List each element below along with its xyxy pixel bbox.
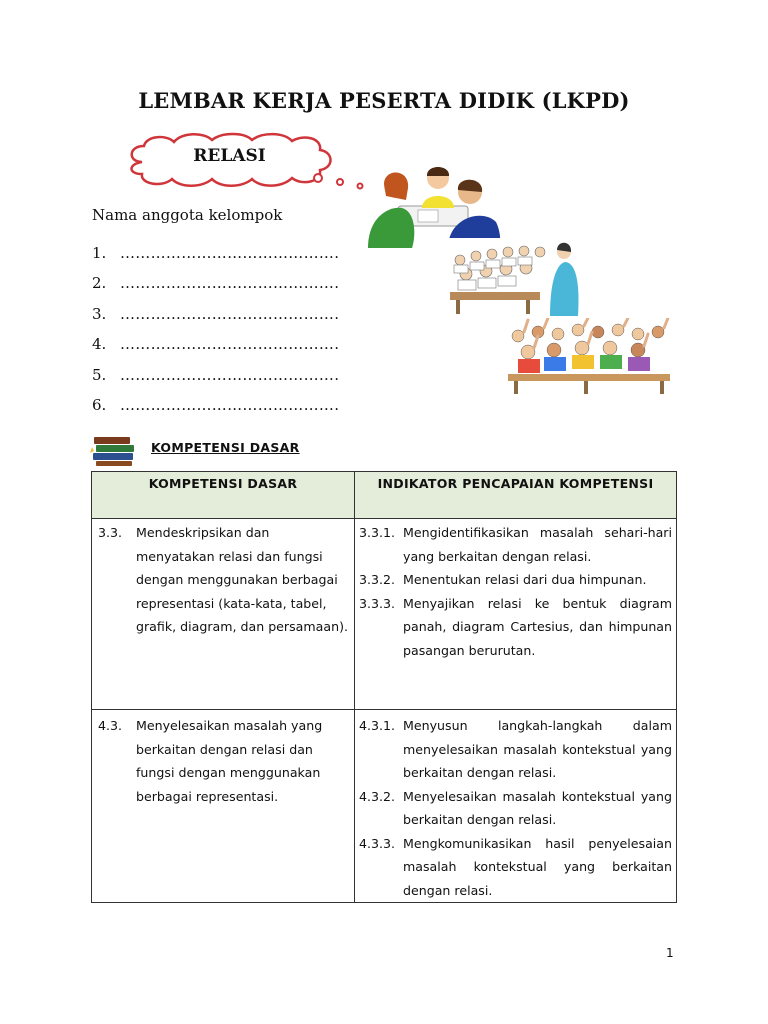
kd-code: 3.3. bbox=[98, 525, 123, 540]
indicator-text: Menentukan relasi dari dua himpunan. bbox=[403, 572, 647, 587]
table-row bbox=[92, 519, 677, 710]
indicator-code: 4.3.1. bbox=[359, 718, 396, 733]
member-number: 1. bbox=[92, 244, 107, 262]
column-header: INDIKATOR PENCAPAIAN KOMPETENSI bbox=[355, 472, 677, 519]
topic-label: RELASI bbox=[193, 146, 266, 166]
member-number: 3. bbox=[92, 304, 107, 323]
group-discussion-illustration bbox=[362, 156, 502, 248]
indicator-code: 3.3.1. bbox=[359, 525, 396, 540]
indicator-code: 3.3.2. bbox=[359, 572, 396, 587]
member-number: 5. bbox=[92, 365, 107, 384]
member-blank: ……………………………………. bbox=[120, 274, 340, 293]
member-blank: ……………………………………. bbox=[120, 304, 340, 323]
member-line[interactable] bbox=[92, 274, 339, 304]
thought-bubbles bbox=[310, 168, 370, 194]
column-header: KOMPETENSI DASAR bbox=[92, 472, 355, 519]
indicator-code: 4.3.3. bbox=[359, 835, 396, 851]
member-number: 4. bbox=[92, 335, 107, 354]
member-blank: ……………………………………. bbox=[120, 395, 340, 414]
member-blank: ……………………………………. bbox=[120, 365, 340, 384]
member-list bbox=[92, 244, 339, 426]
classroom-teacher-illustration bbox=[446, 238, 584, 316]
member-number: 2. bbox=[92, 274, 107, 293]
page-title: LEMBAR KERJA PESERTA DIDIK (LKPD) bbox=[138, 88, 630, 113]
books-icon bbox=[90, 433, 138, 467]
indicator-text: Mengidentifikasikan masalah sehari-hari yang berkaitan dengan relasi. bbox=[403, 525, 672, 564]
competency-table bbox=[91, 471, 677, 903]
member-line[interactable] bbox=[92, 335, 339, 365]
indicator-text: Menyelesaikan masalah kontekstual yang berkaitan dengan relasi. bbox=[403, 788, 672, 827]
indicator-code: 3.3.3. bbox=[359, 595, 396, 611]
member-blank: ……………………………………. bbox=[120, 244, 340, 262]
section-heading: KOMPETENSI DASAR bbox=[151, 440, 300, 455]
member-line[interactable] bbox=[92, 244, 339, 274]
indicator-text: Menyusun langkah-langkah dalam menyelesaikan masalah kontekstual yang berkaitan dengan relasi. bbox=[403, 718, 672, 780]
indicator-text: Menyajikan relasi ke bentuk diagram panah, diagram Cartesius, dan himpunan pasangan berurutan. bbox=[403, 595, 672, 658]
kd-code: 4.3. bbox=[98, 718, 123, 733]
kd-text: Menyelesaikan masalah yang berkaitan dengan relasi dan fungsi dengan menggunakan berbagai representasi. bbox=[136, 718, 323, 804]
kd-cell bbox=[92, 710, 355, 903]
kd-text: Mendeskripsikan dan menyatakan relasi dan fungsi dengan menggunakan berbagai representasi (kata-kata, tabel, grafik, diagram, dan persamaan). bbox=[136, 525, 348, 634]
group-members-label: Nama anggota kelompok bbox=[92, 206, 283, 224]
indicator-code: 4.3.2. bbox=[359, 788, 396, 804]
member-line[interactable] bbox=[92, 366, 339, 396]
member-line[interactable] bbox=[92, 396, 339, 426]
page-number: 1 bbox=[666, 946, 674, 960]
kd-cell bbox=[92, 519, 355, 710]
indicator-cell bbox=[355, 710, 677, 903]
member-number: 6. bbox=[92, 395, 107, 414]
member-line[interactable] bbox=[92, 305, 339, 335]
table-row bbox=[92, 710, 677, 903]
indicator-cell bbox=[355, 519, 677, 710]
indicator-text: Mengkomunikasikan hasil penyelesaian masalah kontekstual yang berkaitan dengan relasi. bbox=[403, 835, 672, 898]
table-header-row bbox=[92, 472, 677, 519]
member-blank: ……………………………………. bbox=[120, 335, 340, 354]
students-raising-hands-illustration bbox=[504, 318, 674, 394]
